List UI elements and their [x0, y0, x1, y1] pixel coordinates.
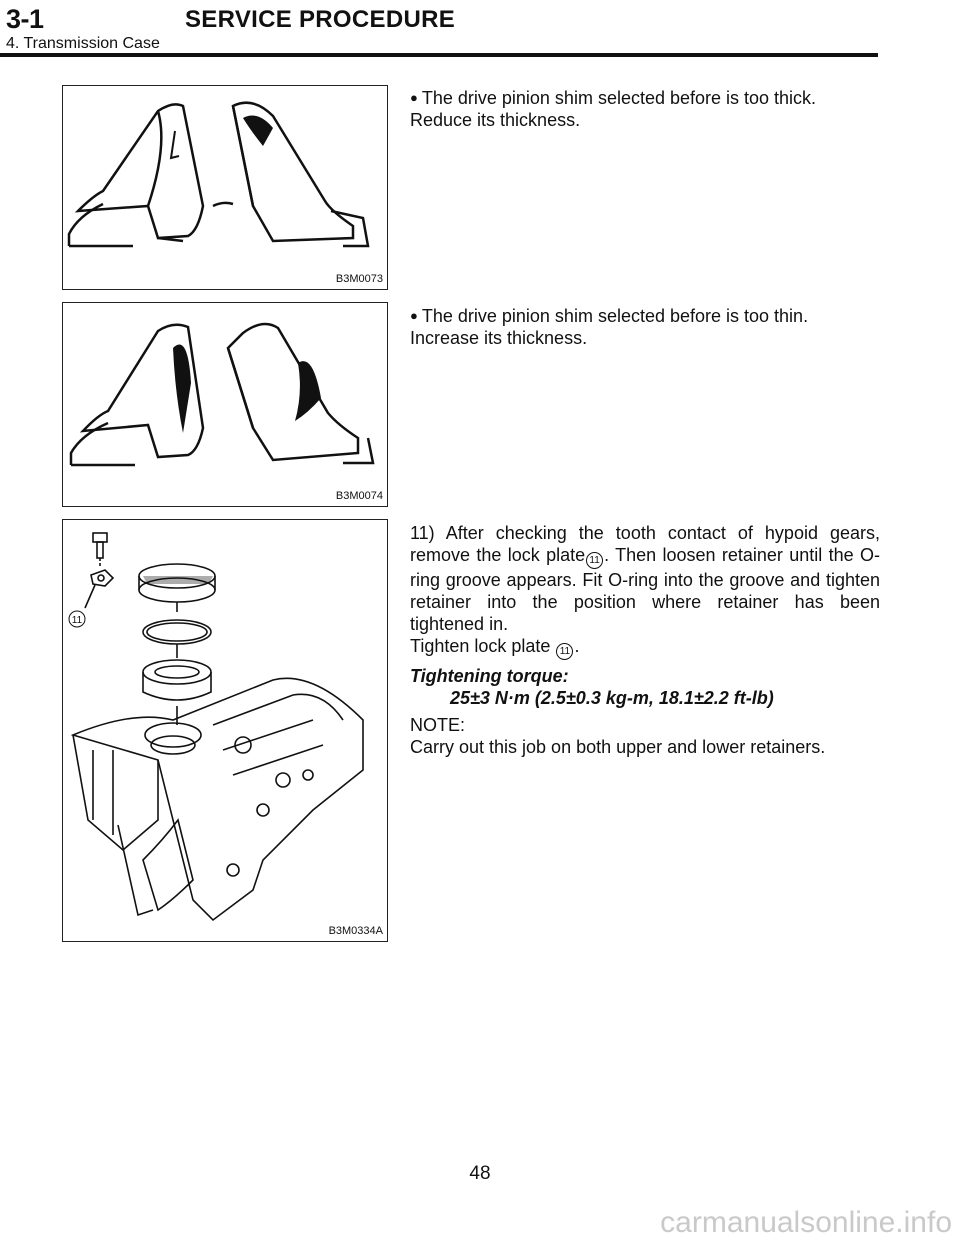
torque-value: 25±3 N·m (2.5±0.3 kg-m, 18.1±2.2 ft-lb) — [450, 688, 774, 708]
gear-tooth-illustration — [63, 303, 388, 507]
figure-tooth-contact-thick — [62, 85, 388, 290]
bullet-icon: ● — [410, 308, 418, 323]
step-text-1: 11) After checking the tooth contact of hypoid gears, remove the lock plate — [410, 523, 880, 565]
callout-label: 11 — [71, 615, 83, 626]
bullet-text: The drive pinion shim selected before is too thin. — [421, 306, 809, 326]
thin-shim-block — [410, 305, 880, 349]
page-header — [0, 0, 960, 60]
tighten-text-2: . — [574, 636, 580, 656]
bullet-continuation: Reduce its thickness. — [410, 110, 581, 130]
callout-ref: 11 — [586, 552, 603, 569]
note-text: Carry out this job on both upper and lower retainers. — [410, 737, 826, 757]
figure-tooth-contact-thin — [62, 302, 388, 507]
bullet-continuation: Increase its thickness. — [410, 328, 588, 348]
figure-label: B3M0334A — [328, 925, 383, 937]
list-item — [410, 87, 880, 109]
retainer-assembly-illustration — [63, 520, 388, 942]
torque-label: Tightening torque: — [410, 666, 569, 686]
list-item — [410, 305, 880, 327]
tighten-text-1: Tighten lock plate — [410, 636, 551, 656]
subsection-title: 4. Transmission Case — [6, 35, 160, 52]
figure-label: B3M0073 — [335, 273, 383, 285]
gear-tooth-illustration — [63, 86, 388, 290]
header-rule — [0, 53, 878, 57]
watermark: carmanualsonline.info — [660, 1206, 952, 1239]
section-title: SERVICE PROCEDURE — [185, 6, 456, 33]
bullet-text: The drive pinion shim selected before is too thick. — [421, 88, 817, 108]
step-text-2: . Then loosen retainer until the O-ring groove appears. Fit O-ring into the groove and tighten retainer into the position where retainer has been tightened in. — [410, 545, 880, 634]
note-label: NOTE: — [410, 715, 466, 735]
step-paragraph — [410, 522, 880, 635]
thick-shim-block — [410, 87, 880, 131]
callout-ref: 11 — [556, 643, 573, 660]
section-number: 3-1 — [6, 4, 44, 34]
page-number: 48 — [469, 1163, 491, 1184]
bullet-icon: ● — [410, 90, 418, 105]
tighten-line — [410, 635, 880, 660]
step-11-block — [410, 522, 880, 758]
figure-retainer-assembly — [62, 519, 388, 942]
figure-label: B3M0074 — [335, 490, 383, 502]
